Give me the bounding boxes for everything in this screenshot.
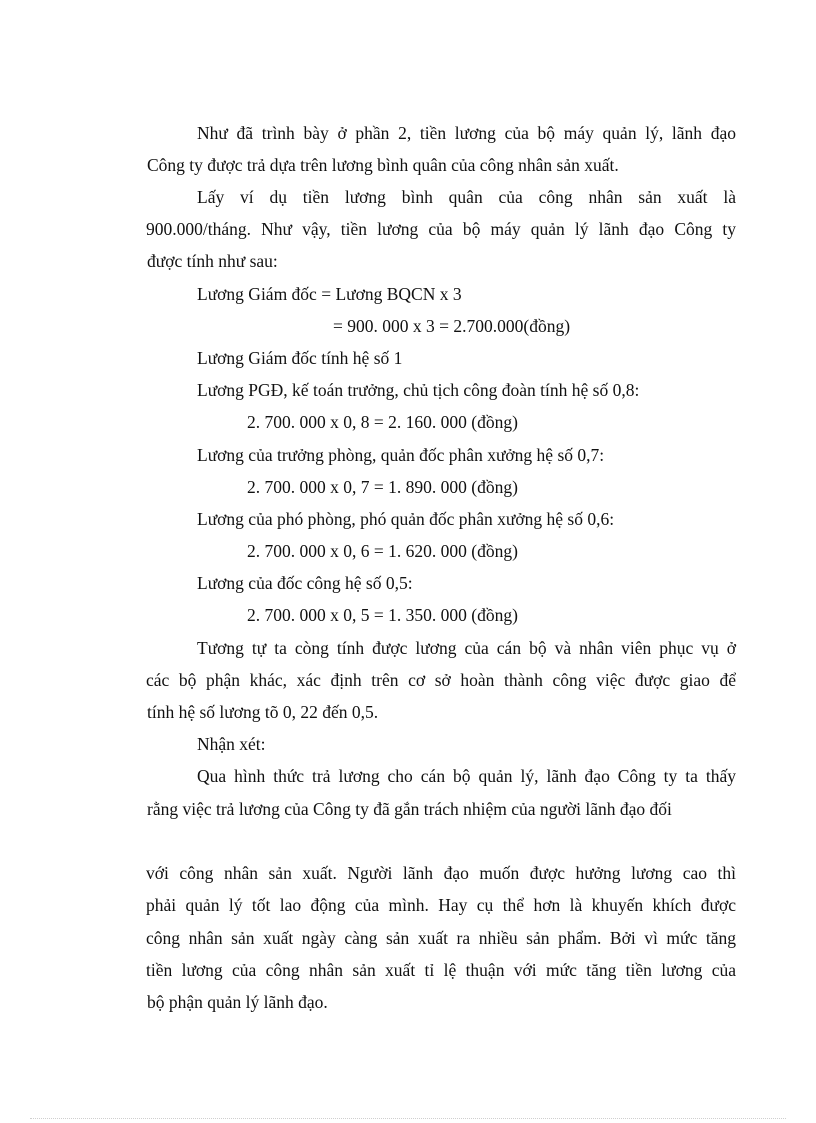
paragraph-2-line-2: 900.000/tháng. Như vậy, tiền lương của bộ máy quản lý lãnh đạo Công ty [146,219,736,239]
paragraph-1-line-1: Như đã trình bày ở phần 2, tiền lương của bộ máy quản lý, lãnh đạo [197,123,736,143]
vice-head-label: Lương của phó phòng, phó quản đốc phân xưởng hệ số 0,6: [197,509,615,529]
paragraph-4-line-2: rằng việc trả lương của Công ty đã gắn trách nhiệm của người lãnh đạo đối [147,799,672,819]
paragraph-3-line-2: các bộ phận khác, xác định trên cơ sở hoàn thành công việc được giao để [146,670,736,690]
director-result: = 900. 000 x 3 = 2.700.000(đồng) [333,316,571,336]
vice-head-result: 2. 700. 000 x 0, 6 = 1. 620. 000 (đồng) [247,541,518,561]
paragraph-5-line-4: tiền lương của công nhân sản xuất tỉ lệ thuận với mức tăng tiền lương của [146,960,736,980]
paragraph-5-line-1: với công nhân sản xuất. Người lãnh đạo muốn được hưởng lương cao thì [146,863,736,883]
foreman-result: 2. 700. 000 x 0, 5 = 1. 350. 000 (đồng) [247,605,518,625]
head-result: 2. 700. 000 x 0, 7 = 1. 890. 000 (đồng) [247,477,518,497]
paragraph-2-line-3: được tính như sau: [147,251,278,271]
deputy-label: Lương PGĐ, kế toán trưởng, chủ tịch công đoàn tính hệ số 0,8: [197,380,640,400]
paragraph-2-line-1: Lấy ví dụ tiền lương bình quân của công nhân sản xuất là [197,187,736,207]
paragraph-3-line-1: Tương tự ta còng tính được lương của cán bộ và nhân viên phục vụ ở [197,638,736,658]
director-coefficient: Lương Giám đốc tính hệ số 1 [197,348,403,368]
deputy-result: 2. 700. 000 x 0, 8 = 2. 160. 000 (đồng) [247,412,518,432]
paragraph-5-line-2: phải quản lý tốt lao động của mình. Hay cụ thể hơn là khuyến khích được [146,895,736,915]
paragraph-5-line-3: công nhân sản xuất ngày càng sản xuất ra nhiều sản phẩm. Bởi vì mức tăng [146,928,736,948]
paragraph-5-line-5: bộ phận quản lý lãnh đạo. [147,992,328,1012]
footer-divider [30,1118,786,1119]
remark-heading: Nhận xét: [197,734,266,754]
director-formula: Lương Giám đốc = Lương BQCN x 3 [197,284,462,304]
paragraph-4-line-1: Qua hình thức trả lương cho cán bộ quản lý, lãnh đạo Công ty ta thấy [197,766,736,786]
foreman-label: Lương của đốc công hệ số 0,5: [197,573,413,593]
head-label: Lương của trưởng phòng, quản đốc phân xưởng hệ số 0,7: [197,445,605,465]
paragraph-1-line-2: Công ty được trả dựa trên lương bình quân của công nhân sản xuất. [147,155,619,175]
paragraph-3-line-3: tính hệ số lương tõ 0, 22 đến 0,5. [147,702,379,722]
